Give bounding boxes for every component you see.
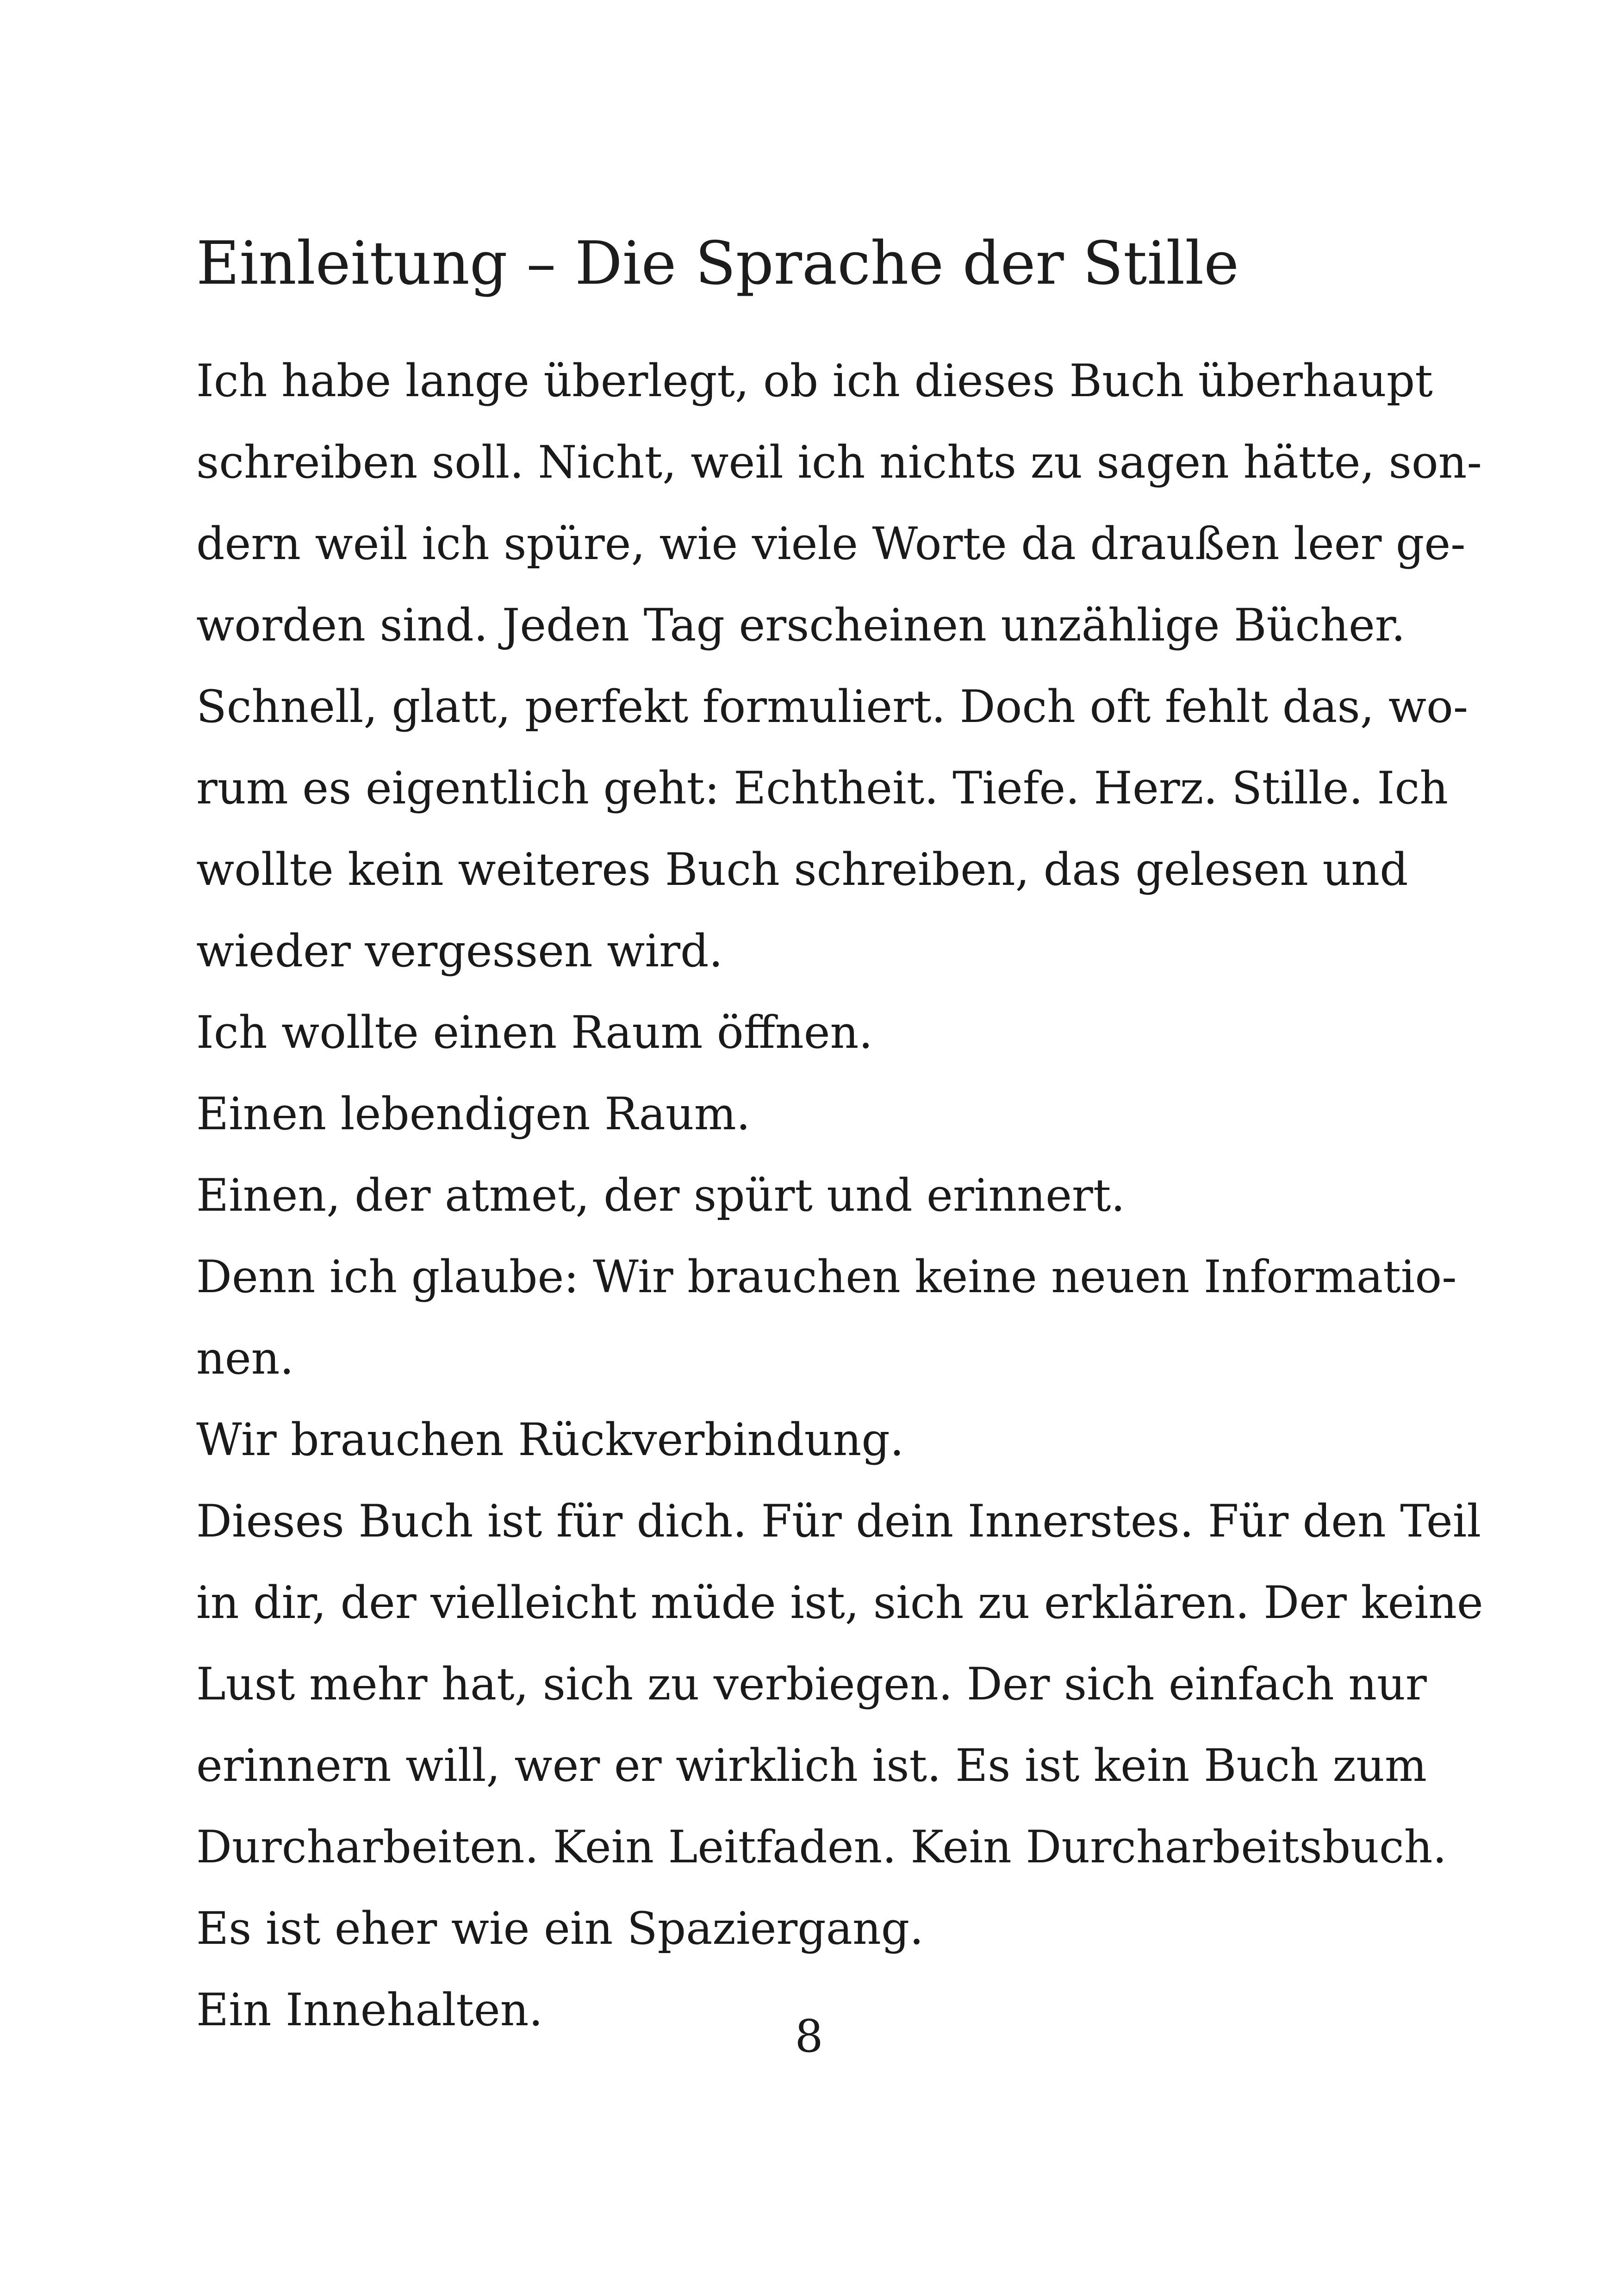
text-line: worden sind. Jeden Tag erscheinen unzählige Bücher.	[196, 599, 1406, 651]
page-number: 8	[795, 2010, 823, 2062]
text-line: rum es eigentlich geht: Echtheit. Tiefe. Herz. Stille. Ich	[196, 762, 1449, 814]
text-line: Einen lebendigen Raum.	[196, 1088, 751, 1140]
chapter-heading: Einleitung – Die Sprache der Stille	[196, 229, 1239, 298]
text-line: Lust mehr hat, sich zu verbiegen. Der sich einfach nur	[196, 1658, 1427, 1710]
text-line: schreiben soll. Nicht, weil ich nichts zu sagen hätte, son-	[196, 436, 1482, 488]
text-line: Ich habe lange überlegt, ob ich dieses Buch überhaupt	[196, 355, 1433, 407]
body-text	[196, 340, 1483, 2051]
text-line: Es ist eher wie ein Spaziergang.	[196, 1903, 924, 1954]
text-line: in dir, der vielleicht müde ist, sich zu erklären. Der keine	[196, 1577, 1483, 1629]
text-line: Denn ich glaube: Wir brauchen keine neuen Informatio-	[196, 1251, 1457, 1303]
text-line: Ich wollte einen Raum öffnen.	[196, 1007, 873, 1058]
text-line: Einen, der atmet, der spürt und erinnert.	[196, 1170, 1125, 1221]
text-line: dern weil ich spüre, wie viele Worte da draußen leer ge-	[196, 518, 1466, 570]
text-line: Schnell, glatt, perfekt formuliert. Doch oft fehlt das, wo-	[196, 681, 1469, 733]
text-line: wieder vergessen wird.	[196, 925, 723, 977]
text-line: wollte kein weiteres Buch schreiben, das gelesen und	[196, 844, 1408, 896]
text-line: Wir brauchen Rückverbindung.	[196, 1414, 904, 1466]
text-line: nen.	[196, 1332, 294, 1384]
text-line: erinnern will, wer er wirklich ist. Es ist kein Buch zum	[196, 1740, 1427, 1792]
text-line: Dieses Buch ist für dich. Für dein Innerstes. Für den Teil	[196, 1495, 1481, 1547]
text-line: Ein Innehalten.	[196, 1984, 543, 2036]
text-line: Durcharbeiten. Kein Leitfaden. Kein Durcharbeitsbuch.	[196, 1821, 1447, 1873]
